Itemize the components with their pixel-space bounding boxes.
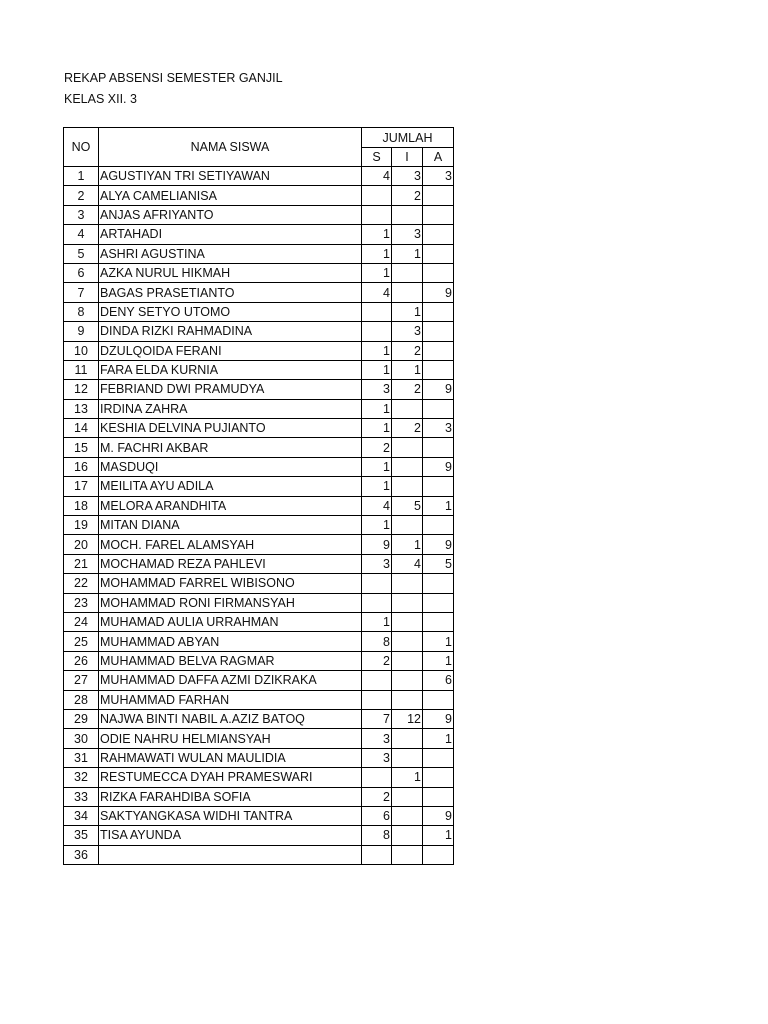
sick-count: 1: [362, 225, 392, 244]
absent-count: [423, 516, 454, 535]
permit-count: [392, 729, 423, 748]
row-number: 29: [64, 709, 99, 728]
row-number: 33: [64, 787, 99, 806]
permit-count: [392, 283, 423, 302]
sick-count: 6: [362, 806, 392, 825]
row-number: 28: [64, 690, 99, 709]
sick-count: [362, 768, 392, 787]
absent-count: [423, 438, 454, 457]
table-row: [64, 690, 454, 709]
sick-count: [362, 322, 392, 341]
student-name: SAKTYANGKASA WIDHI TANTRA: [99, 806, 362, 825]
student-name: BAGAS PRASETIANTO: [99, 283, 362, 302]
student-name: MUHAMMAD FARHAN: [99, 690, 362, 709]
absent-count: [423, 477, 454, 496]
row-number: 6: [64, 263, 99, 282]
row-number: 22: [64, 574, 99, 593]
row-number: 21: [64, 554, 99, 573]
sick-count: 1: [362, 360, 392, 379]
sick-count: 2: [362, 438, 392, 457]
row-number: 31: [64, 748, 99, 767]
student-name: NAJWA BINTI NABIL A.AZIZ BATOQ: [99, 709, 362, 728]
sick-count: 3: [362, 748, 392, 767]
permit-count: [392, 593, 423, 612]
table-row: [64, 496, 454, 515]
table-row: [64, 263, 454, 282]
student-name: DZULQOIDA FERANI: [99, 341, 362, 360]
student-name: MOHAMMAD FARREL WIBISONO: [99, 574, 362, 593]
row-number: 36: [64, 845, 99, 864]
permit-count: [392, 574, 423, 593]
table-row: [64, 845, 454, 864]
student-name: ALYA CAMELIANISA: [99, 186, 362, 205]
sick-count: 9: [362, 535, 392, 554]
permit-count: 5: [392, 496, 423, 515]
table-row: [64, 748, 454, 767]
permit-count: [392, 748, 423, 767]
student-name: MASDUQI: [99, 457, 362, 476]
row-number: 5: [64, 244, 99, 263]
absent-count: 9: [423, 806, 454, 825]
permit-count: [392, 438, 423, 457]
student-name: [99, 845, 362, 864]
student-name: ARTAHADI: [99, 225, 362, 244]
table-row: [64, 341, 454, 360]
sick-count: 1: [362, 457, 392, 476]
table-row: [64, 186, 454, 205]
row-number: 19: [64, 516, 99, 535]
table-row: [64, 419, 454, 438]
permit-count: 3: [392, 167, 423, 186]
student-name: ANJAS AFRIYANTO: [99, 205, 362, 224]
permit-count: 1: [392, 302, 423, 321]
absent-count: [423, 787, 454, 806]
student-name: ODIE NAHRU HELMIANSYAH: [99, 729, 362, 748]
table-row: [64, 768, 454, 787]
absent-count: [423, 845, 454, 864]
class-label: KELAS XII. 3: [64, 92, 137, 106]
table-row: [64, 244, 454, 263]
report-title: REKAP ABSENSI SEMESTER GANJIL: [64, 71, 283, 85]
student-name: ASHRI AGUSTINA: [99, 244, 362, 263]
sick-count: 1: [362, 341, 392, 360]
student-name: AGUSTIYAN TRI SETIYAWAN: [99, 167, 362, 186]
permit-count: 2: [392, 380, 423, 399]
sick-count: 7: [362, 709, 392, 728]
permit-count: 1: [392, 360, 423, 379]
student-name: MUHAMMAD BELVA RAGMAR: [99, 651, 362, 670]
attendance-table: [63, 127, 454, 865]
absent-count: 9: [423, 283, 454, 302]
permit-count: 4: [392, 554, 423, 573]
row-number: 11: [64, 360, 99, 379]
table-row: [64, 806, 454, 825]
student-name: MELORA ARANDHITA: [99, 496, 362, 515]
permit-count: [392, 671, 423, 690]
absent-count: [423, 225, 454, 244]
sick-count: 1: [362, 244, 392, 263]
student-name: M. FACHRI AKBAR: [99, 438, 362, 457]
absent-count: 5: [423, 554, 454, 573]
sick-count: 3: [362, 729, 392, 748]
row-number: 23: [64, 593, 99, 612]
sick-count: [362, 302, 392, 321]
absent-count: [423, 593, 454, 612]
permit-count: [392, 845, 423, 864]
row-number: 2: [64, 186, 99, 205]
table-row: [64, 709, 454, 728]
absent-count: [423, 612, 454, 631]
sick-count: 4: [362, 167, 392, 186]
permit-count: [392, 806, 423, 825]
table-body: [64, 167, 454, 865]
permit-count: [392, 651, 423, 670]
sick-count: [362, 671, 392, 690]
table-row: [64, 554, 454, 573]
absent-count: [423, 186, 454, 205]
row-number: 24: [64, 612, 99, 631]
header-a: A: [423, 148, 454, 167]
student-name: MEILITA AYU ADILA: [99, 477, 362, 496]
row-number: 30: [64, 729, 99, 748]
row-number: 14: [64, 419, 99, 438]
header-jumlah: JUMLAH: [362, 128, 454, 148]
sick-count: [362, 574, 392, 593]
absent-count: 9: [423, 535, 454, 554]
table-row: [64, 516, 454, 535]
permit-count: [392, 632, 423, 651]
permit-count: 1: [392, 535, 423, 554]
row-number: 9: [64, 322, 99, 341]
permit-count: 3: [392, 225, 423, 244]
sick-count: 1: [362, 612, 392, 631]
sick-count: 3: [362, 554, 392, 573]
student-name: RIZKA FARAHDIBA SOFIA: [99, 787, 362, 806]
row-number: 27: [64, 671, 99, 690]
student-name: MOCH. FAREL ALAMSYAH: [99, 535, 362, 554]
student-name: FARA ELDA KURNIA: [99, 360, 362, 379]
absent-count: [423, 322, 454, 341]
header-name: NAMA SISWA: [99, 128, 362, 167]
table-row: [64, 651, 454, 670]
student-name: TISA AYUNDA: [99, 826, 362, 845]
row-number: 4: [64, 225, 99, 244]
sick-count: 3: [362, 380, 392, 399]
table-row: [64, 225, 454, 244]
row-number: 35: [64, 826, 99, 845]
row-number: 18: [64, 496, 99, 515]
table-row: [64, 729, 454, 748]
sick-count: 8: [362, 826, 392, 845]
absent-count: [423, 768, 454, 787]
table-row: [64, 593, 454, 612]
sick-count: [362, 205, 392, 224]
table-row: [64, 283, 454, 302]
absent-count: 1: [423, 826, 454, 845]
table-row: [64, 787, 454, 806]
absent-count: 3: [423, 167, 454, 186]
header-s: S: [362, 148, 392, 167]
row-number: 20: [64, 535, 99, 554]
row-number: 17: [64, 477, 99, 496]
permit-count: 1: [392, 244, 423, 263]
row-number: 3: [64, 205, 99, 224]
row-number: 15: [64, 438, 99, 457]
permit-count: 2: [392, 419, 423, 438]
permit-count: [392, 477, 423, 496]
student-name: MUHAMAD AULIA URRAHMAN: [99, 612, 362, 631]
sick-count: 1: [362, 419, 392, 438]
table-row: [64, 399, 454, 418]
student-name: RAHMAWATI WULAN MAULIDIA: [99, 748, 362, 767]
student-name: RESTUMECCA DYAH PRAMESWARI: [99, 768, 362, 787]
sick-count: 1: [362, 516, 392, 535]
sick-count: 2: [362, 651, 392, 670]
absent-count: [423, 302, 454, 321]
table-row: [64, 574, 454, 593]
student-name: DENY SETYO UTOMO: [99, 302, 362, 321]
table-row: [64, 438, 454, 457]
absent-count: [423, 244, 454, 263]
permit-count: 12: [392, 709, 423, 728]
absent-count: 9: [423, 380, 454, 399]
absent-count: 1: [423, 729, 454, 748]
student-name: FEBRIAND DWI PRAMUDYA: [99, 380, 362, 399]
sick-count: [362, 186, 392, 205]
permit-count: 1: [392, 768, 423, 787]
absent-count: 6: [423, 671, 454, 690]
student-name: IRDINA ZAHRA: [99, 399, 362, 418]
absent-count: 1: [423, 651, 454, 670]
row-number: 25: [64, 632, 99, 651]
table-row: [64, 535, 454, 554]
sick-count: 2: [362, 787, 392, 806]
absent-count: [423, 748, 454, 767]
student-name: DINDA RIZKI RAHMADINA: [99, 322, 362, 341]
row-number: 16: [64, 457, 99, 476]
student-name: MUHAMMAD ABYAN: [99, 632, 362, 651]
absent-count: [423, 690, 454, 709]
row-number: 34: [64, 806, 99, 825]
sick-count: 1: [362, 399, 392, 418]
row-number: 10: [64, 341, 99, 360]
absent-count: [423, 360, 454, 379]
permit-count: [392, 516, 423, 535]
row-number: 1: [64, 167, 99, 186]
permit-count: 2: [392, 341, 423, 360]
row-number: 26: [64, 651, 99, 670]
student-name: MOHAMMAD RONI FIRMANSYAH: [99, 593, 362, 612]
permit-count: [392, 399, 423, 418]
table-row: [64, 826, 454, 845]
table-row: [64, 671, 454, 690]
sick-count: [362, 593, 392, 612]
permit-count: [392, 263, 423, 282]
absent-count: [423, 205, 454, 224]
sick-count: 1: [362, 477, 392, 496]
student-name: AZKA NURUL HIKMAH: [99, 263, 362, 282]
absent-count: 9: [423, 709, 454, 728]
permit-count: 2: [392, 186, 423, 205]
sick-count: [362, 690, 392, 709]
row-number: 12: [64, 380, 99, 399]
student-name: MUHAMMAD DAFFA AZMI DZIKRAKA: [99, 671, 362, 690]
row-number: 13: [64, 399, 99, 418]
absent-count: 1: [423, 496, 454, 515]
table-row: [64, 477, 454, 496]
sick-count: 8: [362, 632, 392, 651]
student-name: MITAN DIANA: [99, 516, 362, 535]
student-name: KESHIA DELVINA PUJIANTO: [99, 419, 362, 438]
table-row: [64, 632, 454, 651]
student-name: MOCHAMAD REZA PAHLEVI: [99, 554, 362, 573]
table-row: [64, 167, 454, 186]
table-row: [64, 205, 454, 224]
table-row: [64, 457, 454, 476]
permit-count: [392, 205, 423, 224]
table-row: [64, 360, 454, 379]
absent-count: [423, 574, 454, 593]
sick-count: 1: [362, 263, 392, 282]
absent-count: 9: [423, 457, 454, 476]
absent-count: 1: [423, 632, 454, 651]
absent-count: [423, 341, 454, 360]
row-number: 7: [64, 283, 99, 302]
permit-count: [392, 612, 423, 631]
permit-count: [392, 457, 423, 476]
table-row: [64, 322, 454, 341]
row-number: 8: [64, 302, 99, 321]
header-no: NO: [64, 128, 99, 167]
table-row: [64, 302, 454, 321]
permit-count: [392, 787, 423, 806]
permit-count: [392, 826, 423, 845]
absent-count: 3: [423, 419, 454, 438]
permit-count: [392, 690, 423, 709]
row-number: 32: [64, 768, 99, 787]
permit-count: 3: [392, 322, 423, 341]
sick-count: 4: [362, 496, 392, 515]
header-i: I: [392, 148, 423, 167]
sick-count: [362, 845, 392, 864]
table-row: [64, 612, 454, 631]
absent-count: [423, 399, 454, 418]
sick-count: 4: [362, 283, 392, 302]
table-row: [64, 380, 454, 399]
absent-count: [423, 263, 454, 282]
